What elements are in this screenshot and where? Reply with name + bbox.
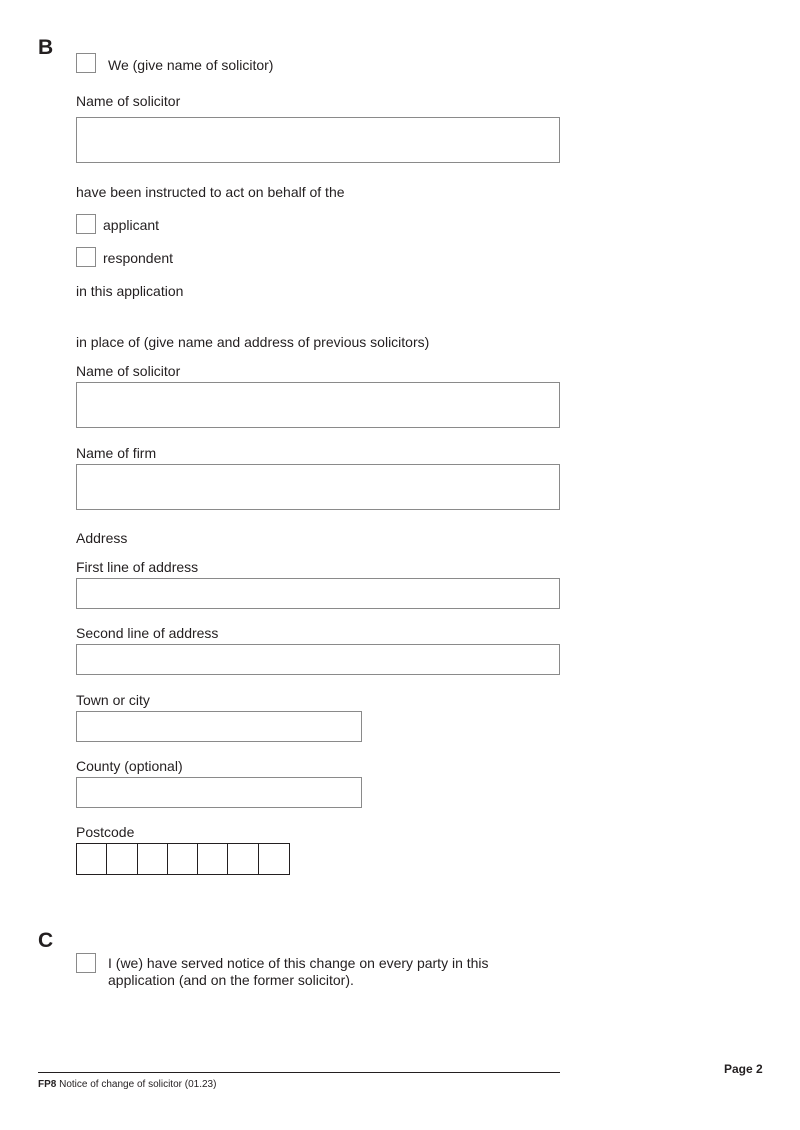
- in-place-of-text: in place of (give name and address of previous solicitors): [76, 334, 430, 350]
- postcode-char-1[interactable]: [77, 844, 107, 874]
- instructed-text: have been instructed to act on behalf of the: [76, 184, 345, 200]
- firm-field[interactable]: [76, 464, 560, 510]
- address-line1-label: First line of address: [76, 559, 199, 575]
- town-field[interactable]: [76, 711, 362, 742]
- postcode-char-3[interactable]: [138, 844, 168, 874]
- postcode-char-4[interactable]: [168, 844, 198, 874]
- postcode-field: [76, 843, 290, 875]
- previous-solicitor-label: Name of solicitor: [76, 363, 181, 379]
- county-field[interactable]: [76, 777, 362, 808]
- page-number: Page 2: [724, 1062, 763, 1076]
- postcode-char-2[interactable]: [107, 844, 137, 874]
- section-letter-b: B: [38, 36, 54, 59]
- name-of-solicitor-field[interactable]: [76, 117, 560, 163]
- applicant-checkbox[interactable]: [76, 214, 96, 234]
- postcode-char-5[interactable]: [198, 844, 228, 874]
- notice-line-2: application (and on the former solicitor).: [108, 972, 354, 988]
- address-line2-field[interactable]: [76, 644, 560, 675]
- notice-line-1: I (we) have served notice of this change on every party in this: [108, 955, 489, 971]
- town-label: Town or city: [76, 692, 150, 708]
- postcode-char-7[interactable]: [259, 844, 289, 874]
- previous-solicitor-field[interactable]: [76, 382, 560, 428]
- respondent-checkbox[interactable]: [76, 247, 96, 267]
- section-letter-c: C: [38, 929, 54, 952]
- firm-label: Name of firm: [76, 445, 157, 461]
- footer-divider: [38, 1072, 560, 1073]
- applicant-option-label: applicant: [103, 217, 160, 233]
- we-option-label: We (give name of solicitor): [108, 57, 274, 73]
- respondent-option-label: respondent: [103, 250, 174, 266]
- we-checkbox[interactable]: [76, 53, 96, 73]
- footer-text: [38, 1079, 216, 1090]
- postcode-label: Postcode: [76, 824, 135, 840]
- address-heading: Address: [76, 530, 128, 546]
- county-label: County (optional): [76, 758, 183, 774]
- address-line1-field[interactable]: [76, 578, 560, 609]
- form-code: FP8: [38, 1079, 57, 1090]
- name-of-solicitor-label: Name of solicitor: [76, 93, 181, 109]
- notice-served-checkbox[interactable]: [76, 953, 96, 973]
- form-title: Notice of change of solicitor (01.23): [59, 1079, 217, 1090]
- in-this-application-text: in this application: [76, 283, 184, 299]
- postcode-char-6[interactable]: [228, 844, 258, 874]
- address-line2-label: Second line of address: [76, 625, 219, 641]
